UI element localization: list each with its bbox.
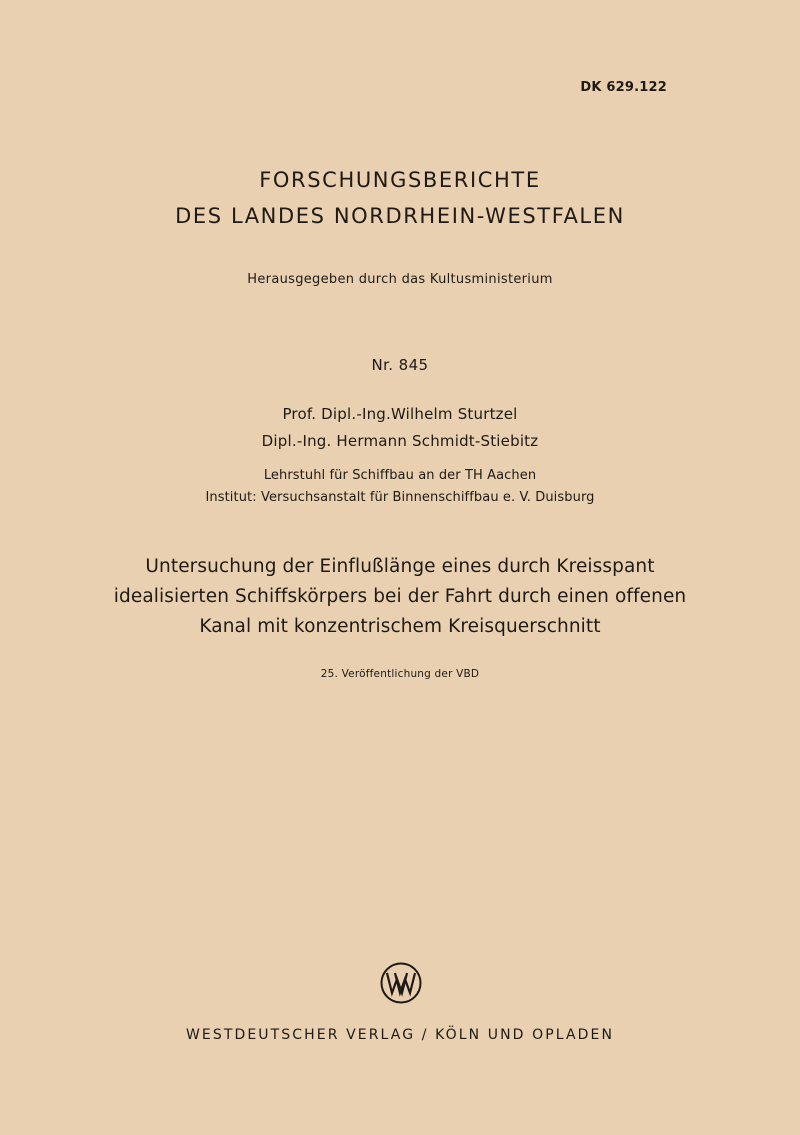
author-1: Prof. Dipl.-Ing.Wilhelm Sturtzel (282, 405, 518, 423)
series-title-line-2: DES LANDES NORDRHEIN-WESTFALEN (175, 204, 625, 228)
author-2: Dipl.-Ing. Hermann Schmidt-Stiebitz (261, 432, 539, 450)
title-line-3: Kanal mit konzentrischem Kreisquerschnitt (199, 616, 601, 637)
publisher-ww-logo-icon (380, 962, 422, 1004)
publisher-line: WESTDEUTSCHER VERLAG / KÖLN UND OPLADEN (185, 1027, 615, 1043)
series-title-line-1: FORSCHUNGSBERICHTE (259, 168, 541, 192)
title-line-1: Untersuchung der Einflußlänge eines durch Kreisspant (145, 556, 655, 577)
volume-number: Nr. 845 (371, 356, 429, 374)
title-line-2: idealisierten Schiffskörpers bei der Fahrt durch einen offenen (113, 586, 687, 607)
institution-1: Lehrstuhl für Schiffbau an der TH Aachen (263, 468, 537, 483)
institution-2: Institut: Versuchsanstalt für Binnenschiffbau e. V. Duisburg (205, 490, 595, 505)
publication-note: 25. Veröffentlichung der VBD (320, 668, 480, 680)
dk-classification: DK 629.122 (580, 80, 667, 95)
editor-line: Herausgegeben durch das Kultusministerium (247, 272, 553, 287)
